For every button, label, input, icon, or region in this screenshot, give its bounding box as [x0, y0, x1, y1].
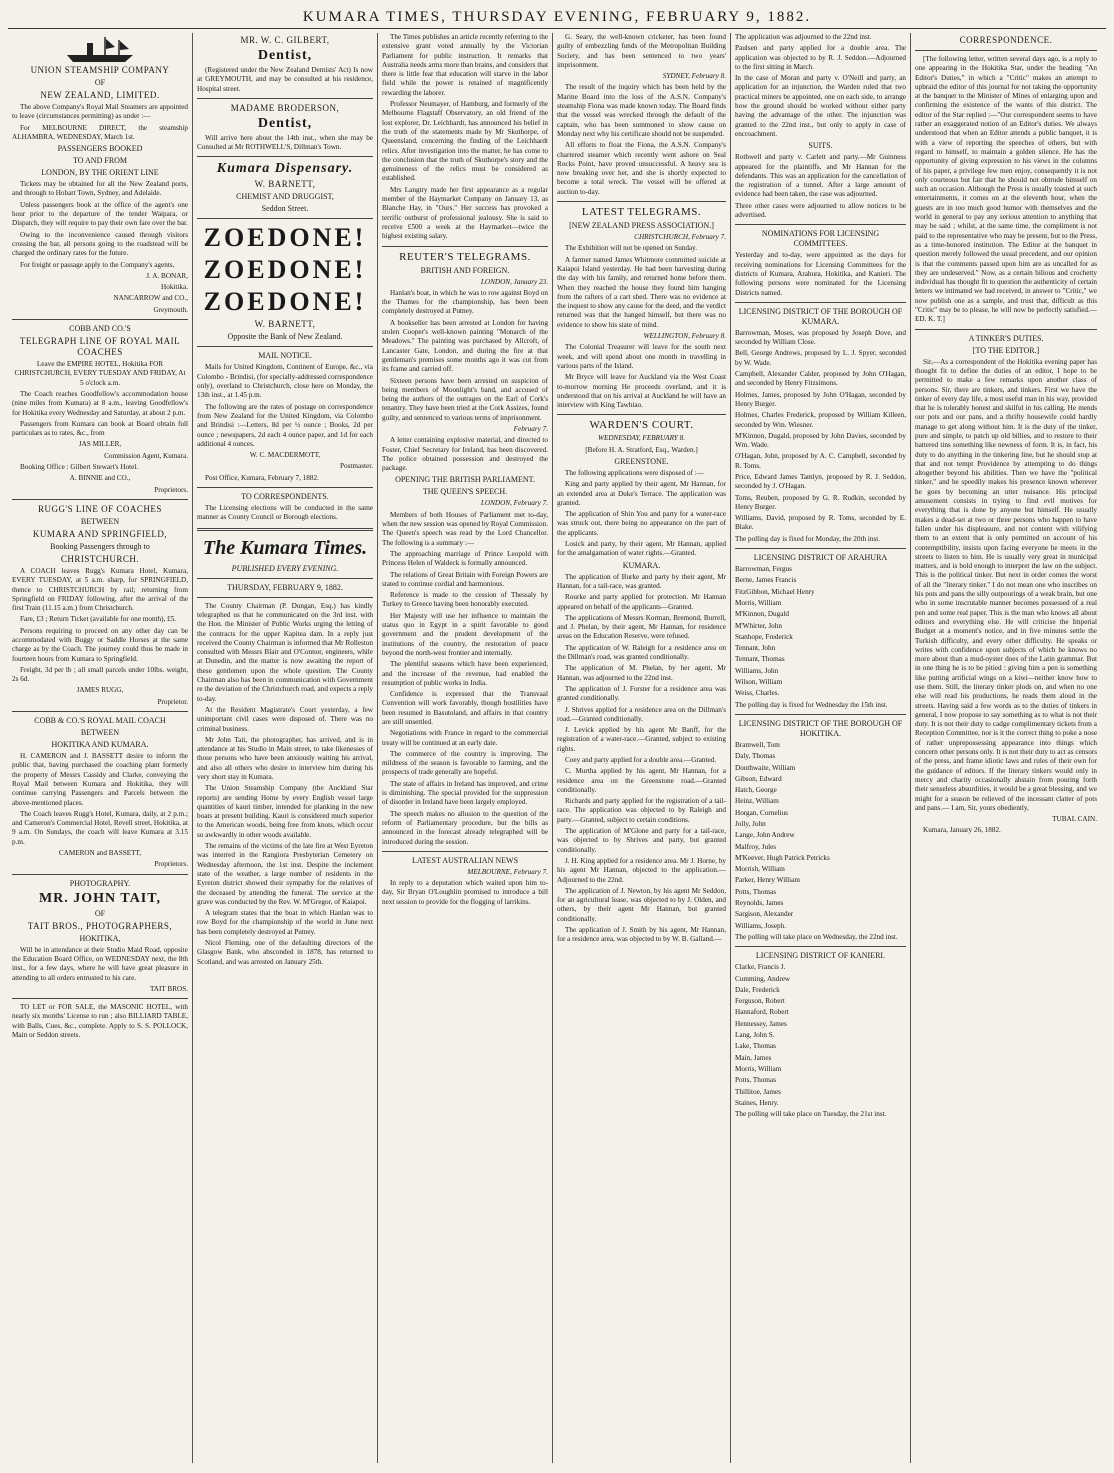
article-p8: Members of both Houses of Parliament met to-day, when the new session was opened by Royal Commission. The Queen's speech was read by the Lord Chancellor. The following is a summary :— [382, 510, 548, 547]
divider [735, 946, 906, 947]
article-p9: King and party applied by their agent, Mr Hannan, for an extended area at Duke's Terrace. The application was granted. [557, 480, 726, 507]
arahura-nominee-list [735, 565, 906, 699]
mail-sign: W. C. MACDERMOTT, [249, 451, 321, 460]
let-p1: TO LET or FOR SALE, the MASONIC HOTEL, with nearly six months' License to run ; also BILLIARD TABLE, with Balls, Cues, &c., complete. Apply to S. S. POLLOCK, Main or Seddon streets. [12, 1003, 188, 1039]
photo-p1: Will be in attendance at their Studio Maid Road, opposite the Education Board Office, on WEDNESDAY next, the 8th inst., for a few days, where he will have great pleasure in attending to all orders entrusted to his care. [12, 945, 188, 982]
dateline-3: LONDON, February 7. [480, 499, 548, 508]
australian-news-head: LATEST AUSTRALIAN NEWS [411, 855, 519, 865]
nominee-item: Stanhope, Frederick [735, 632, 793, 641]
tinker-letter: Sir,—As a correspondent of the Hokitika evening paper has thought fit to define the duties of an editor, I hope to be permitted to make a few remarks upon another class of persons. Sir, there are tinkers, and tinkers. First we have the tinker of every day life, a most useful man in his way, provided that he is tolerably honest and skilful in his calling. He mends our pots and our pans, and a thrifty housewife could hardly manage to get along without him. It is the duty of the tinker, pure and simple, to patch up old billies, and to restore to their battered tins something like newness of form. It is, in fact, his duty to do anything in the tinkering line, but he should stop at that and not tempt Providence by attempting to do things altogether beyond his abilities. Then we have the "political tinker," and he speedily makes his presence known wherever he goes by becoming an utter nuisance. His principal amusement consists in trying to find evil motives for everything that is done by anyone but himself. He usually makes a dead-set at two or three persons who happen to have fallen under his displeasure, and not content with vilifying them to an extent that is only permitted on account of his contemptibility, insists upon facing everyone he meets in the streets to listen to him. He is usually very great in municipal matters, and is bold enough to interpret the law on the subject. This is the political tinker. But next in order comes the worst of all the "literary tinker." I do not mean one who inscribes on his pots and pans the silly outpourings of a weak brain, but one who in some inscrutable manner becomes possessed of a real pen and some real paper. This is the man who knows all about editors and everything else. He will criticise the Imperial Budget at a moment's notice, and in five minutes settle the Turkish difficulty, and every other difficulty. He speaks or writes with confidence upon subjects of which he knows no more about than a mud-oyster does of the Latin grammar. But in one thing he is to be pitied : giving him a pen is something like putting artificial wings on a kiwi—neither know how to use them. Still, the literary tinker plods on, and when no one else will read his productions, he reads them aloud in the streets. Having said a few words as to the duties of tinkers in general, I now propose to say something as to what is not their duty. It is not their duty to cadge complimentary tickets from a Reception Committee, nor is it the correct thing to poke a nose of rather unprepossessing appearance into things which concern other persons only. It is not their duty to act as censors of the press, and frame idiotic laws and rules of their own for the guidance of editors. If the literary tinkers would only in mercy and charity occasionally abstain from pouring forth their senseless absurdities, it would be a great blessing, and we might for a season be relieved of the incessant clatter of pots and pans.— I am, Sir, yours obediently, [915, 357, 1097, 812]
rugg-role: Proprietor. [157, 697, 188, 706]
passengers-head-2: TO AND FROM [72, 156, 128, 166]
zoedone-2: ZOEDONE! [203, 255, 367, 285]
article-p11: Reference is made to the cession of Thessaly by Turkey to Greece having been honorably executed. [382, 591, 548, 609]
article-p7: Mr Bryce will leave for Auckland via the West Coast to-morrow morning He proceeds overland, and it is understood that on his arrival at Auckland he will have an interview with King Tawhiao. [557, 373, 726, 410]
nominee-item: Toms, Reuben, proposed by G. R. Rudkin, seconded by Henry Burger. [735, 493, 906, 511]
steamship-icon [65, 35, 135, 63]
nominee-item: Holmes, Charles Frederick, proposed by William Killeen, seconded by Wm. Wiesner. [735, 411, 906, 429]
dateline-2: CHRISTCHURCH, February 7. [634, 233, 726, 242]
zoedone-1: ZOEDONE! [203, 223, 367, 253]
union-agent-2b: Greymouth. [153, 305, 188, 314]
masthead: KUMARA TIMES, THURSDAY EVENING, FEBRUARY 9, 1882. [8, 6, 1106, 29]
editorial-p3: Mr John Tait, the photographer, has arrived, and is in attendance at his Studio in Main street, to take likenesses of those persons who have been anxiously waiting his arrival, and also all others who desire to interview him during his very short stay in Kumara. [197, 735, 373, 781]
passengers-head: PASSENGERS BOOKED [57, 144, 143, 154]
article-p16: The application of M. Phelan, by her agent, Mr Hannan, was adjourned to the 22nd inst. [557, 664, 726, 682]
rugg-sub: KUMARA AND SPRINGFIELD, [32, 528, 168, 539]
nominee-item: Berne, James Francis [735, 576, 797, 585]
hokitika-polling: The polling will take place on Wednesday, the 22nd inst. [735, 932, 898, 941]
union-title: UNION STEAMSHIP COMPANY [30, 65, 170, 75]
nominee-item: Daly, Thomas [735, 752, 776, 761]
tinker-to-editor: [TO THE EDITOR.] [972, 345, 1040, 355]
nominee-item: M'Whirter, John [735, 621, 782, 630]
article-p4: Rothwell and party v. Carlett and party.—Mr Guinness appeared for the plaintiffs, and Mr Hannan for the defendants. This was an application for the cancellation of the registration of a tunnel. After a large amount of evidence had been taken, the case was adjourned. [735, 153, 906, 199]
correspondence-intro: [The following letter, written several days ago, is a reply to one appearing in the Hokitika Star, under the heading "An Editor's Duties," in which a "Critic" makes an attempt to upbraid the editor of this journal for not taking the opportunity at the banquet to the Minister of Mines of enlarging upon and confirming the existence of the wants of this district. The editor of the Star replied :—"Our correspondent seems to have rather an exaggerated notion of an Editor's duties. We always understood that when an Editor attends a public banquet, it is with a view of reporting the speeches of others, but with regard to himself, to maintain a golden silence. He has the opportunity of giving expression to his views in the columns of his paper, a privilege few men enjoy, consequently it is not only courteous but fair that he should not obtrude himself on such an occasion. Although the Press is usually toasted at such entertainments, it comes on at the eleventh hour, when the guests are in too much good humor with themselves and the world in general to pay any serious attention to anything that may be said ; whilst, at the same time, the compliment is not paid to the representative who may be present, but to the Press, as a time-honored institution. The Editor at the banquet in question merely followed the usual precedent, and our opinion is that the comments passed upon him are as uncalled for as they are undeserved." Now, as a certain bilious and crochetty individual has thought fit to question the authenticity of certain letters we intimated we had received, in answer to "Critic," we now publish one as a sample, and trust that, difficult as this "Critic" may be to please, he will now be perfectly satisfied.—ED. K. T.] [915, 55, 1097, 324]
cobb2-title: COBB & CO.'S ROYAL MAIL COACH [34, 716, 166, 726]
article-p3: Mrs Langtry made her first appearance as a regular member of the Haymarket Company on January 13, as Blanche Hay, in "Ours." Her success has provoked a terrific outburst of professional jealousy. She is said to receive £500 a week at the Haymarket—twice the highest existing salary. [382, 185, 548, 241]
article-p16: The commerce of the country is improving. The mildness of the season is favorable to farming, and the prospects of trade generally are hopeful. [382, 749, 548, 777]
cobb-p3: Passengers from Kumara can book at Board obtain full particulars as to rates, &c., from [12, 419, 188, 438]
divider [197, 218, 373, 219]
article-p14: The applications of Messrs Korman, Bremond, Burrell, and J. Phelan, by their agent, Mr Hannan, for residence areas on the Education Reserve, were refused. [557, 613, 726, 641]
divider [197, 578, 373, 579]
rugg-sub-2: Booking Passengers through to [50, 541, 150, 551]
divider [735, 224, 906, 225]
nominee-item: Clarke, Francis J. [735, 963, 786, 972]
article-p4: Hanlan's boat, in which he was to row against Boyd on the Thames for the championship, has been been completely destroyed at Putney. [382, 288, 548, 316]
nominee-item: Bell, George Andrews, proposed by L. J. Spyer, seconded by W. Wade. [735, 349, 906, 367]
nominee-item: Bramwell, Tom [735, 740, 780, 749]
hokitika-licensing-head: LICENSING DISTRICT OF THE BOROUGH OF HOKITIKA. [738, 718, 903, 738]
rugg-p3: Persons requiring to proceed on any other day can be accommodated with Buggy or Saddle Horses at the same charge as by the Coach. The journey could thus be made in fourteen hours from Kumara to Springfield. [12, 626, 188, 663]
article-p6: Sixteen persons have been arrested on suspicion of being members of Moonlight's band, and accused of being the authors of the outrages on the Earl of Cork's tenantry. They have been tried at the Cork Assizes, found guilty, and sentenced to various terms of imprisonment. [382, 376, 548, 422]
nominee-item: Horgan, Cornelius [735, 808, 788, 817]
broderson-name: MADAME BRODERSON, [230, 102, 340, 113]
nominee-item: Tennant, John [735, 644, 776, 653]
article-p5: A bookseller has been arrested at London for having stolen Cooper's well-known painting "Monarch of the Meadows." The painting was purchased by Allcroft, of Lancaster Gate, London, and during the fire at that gentleman's premises some months ago it was cut from its frame and carried off. [382, 318, 548, 374]
nominee-item: Lang, John S. [735, 1031, 775, 1040]
correspondence-head: CORRESPONDENCE. [959, 35, 1053, 45]
dispensary-title: Kumara Dispensary. [216, 161, 354, 177]
nominee-item: Sargison, Alexander [735, 910, 794, 919]
tinker-dateline: Kumara, January 26, 1882. [923, 826, 1001, 835]
column-1 [8, 33, 193, 1463]
zoedone-3: ZOEDONE! [203, 287, 367, 317]
article-p20: Coey and party applied for a double area.—Granted. [565, 756, 717, 764]
union-p1: The above Company's Royal Mail Steamers are appointed to leave (circumstances permitting) as under :— [12, 103, 188, 121]
article-p18: J. Shrives applied for a residence area on the Dillman's road.—Granted conditionally. [557, 705, 726, 723]
divider [197, 487, 373, 488]
nominee-item: Barrowman, Moses, was proposed by Joseph Dove, and seconded by William Close. [735, 328, 906, 347]
kanieri-licensing-head: LICENSING DISTRICT OF KANIERI. [755, 951, 886, 961]
divider [12, 319, 188, 320]
column-4 [553, 33, 731, 1463]
column-2 [193, 33, 378, 1463]
article-p4: The Exhibition will not be opened on Sunday. [565, 244, 698, 253]
article-p22: Richards and party applied for the registration of a tail-race. The application was objected to by Raleigh and party.—Granted, subject to certain conditions. [557, 797, 726, 824]
correspondents-p1: The Licensing elections will be conducted in the same manner as County Council or Borough elections. [197, 504, 373, 522]
article-p2: The result of the inquiry which has been held by the Marine Board into the loss of the A.S.N. Company's steamship Fiona was made known today. The Board finds that the vessel was wrecked through the default of the captain, who has been summoned to show cause on Monday next why his certificate should not be suspended. [557, 83, 726, 138]
published-line: PUBLISHED EVERY EVENING. [231, 563, 339, 573]
correspondents-head: TO CORRESPONDENTS. [241, 492, 329, 502]
article-p7: A letter containing explosive material, and directed to Foster, Chief Secretary for Ireland, has been discovered. The police obtained possession and destroyed the package. [382, 436, 548, 473]
nominee-item: Lange, John Andrew [735, 831, 795, 840]
cobb-sub: TELEGRAPH LINE OF ROYAL MAIL COACHES [19, 336, 181, 358]
cobb-agent-2: Commission Agent, Kumara. [104, 451, 188, 460]
article-p21: C. Murtha applied by his agent, Mr Hannan, for a residence area on the Greenstone road.—Granted conditionally. [557, 767, 726, 794]
nominations-head: NOMINATIONS FOR LICENSING COMMITTEES. [761, 229, 880, 249]
arahura-licensing-head: LICENSING DISTRICT OF ARAHURA [753, 553, 888, 563]
editorial-p4: The Union Steamship Company (the Auckland Star reports) are sending Home by every English vessel large quantities of kauri timber, intended for planking in the new boats at present building. Kauri is considered much superior to the American woods, being free from knots, which occur so awkwardly in other woods available. [197, 784, 373, 839]
gilbert-name: MR. W. C. GILBERT, [240, 35, 330, 45]
article-p1: The application was adjourned to the 22nd inst. [735, 33, 872, 41]
article-p15: Negotiations with France in regard to the commercial treaty will be continued at an early date. [382, 729, 548, 747]
photo-head: PHOTOGRAPHY. [69, 878, 131, 888]
nominee-item: Williams, John [735, 666, 779, 675]
article-p14: Confidence is expressed that the Transvaal Convention will work favorably, though hostilities have been resumed in Basutoland, and affairs in that country are still unsettled. [382, 690, 548, 726]
article-p13: The plentiful seasons which have been experienced, and the increase of the revenue, had enabled the resumption of public works in India. [382, 660, 548, 687]
editorial-p1: The County Chairman (P. Dungan, Esq.) has kindly telegraphed us that he communicated on the 3rd inst. with the Hon. the Minister of Public Works urging the letting of the contracts for the upper Kapitea dam. In a reply just received the County Chairman is informed that Mr Rolleston consulted with Messrs Blair and O'Connor, engineers, while at Dunedin, and the matter is now awaiting the report of these gentlemen upon the whole question. The County Chairman also has been in communication with Government re the deviation of the Christchurch road, and expects a reply to-day. [197, 601, 373, 703]
photo-of: OF [94, 908, 106, 918]
divider [197, 597, 373, 598]
nominee-item: Campbell, Alexander Calder, proposed by John O'Hagan, and seconded by Henry Fitzsimons. [735, 370, 906, 388]
article-p1: The Times publishes an article recently referring to the extensive grant voted annually by the Victorian Parliament for public instruction. It remarks that Australia needs arms more than brains, and considers that there is little fear that education will starve in the labor field while the power is retained of magnificently rewarding the laborer. [382, 33, 548, 97]
divider [197, 528, 373, 531]
cobb-p2: The Coach reaches Goodfellow's accommodation house (nine miles from Kumara) at 8 a.m., leaving Goodfellow's for Hokitika every Wednesday and Saturday, at about 2 p.m. [12, 389, 188, 417]
nominee-item: Morris, William [735, 1064, 782, 1073]
mail-p1: Mails for United Kingdom, Continent of Europe, &c., via Colombo - Brindisi, (for specially-addressed correspondence only), overland to Christchurch, close here on Monday, the 13th inst., at 1.45 p.m. [197, 363, 373, 400]
nominee-item: Gibson, Edward [735, 774, 782, 783]
cobb2-between: BETWEEN [80, 728, 120, 738]
union-agent-1b: Hokitika. [161, 283, 188, 292]
article-p11: Losick and party, by their agent, Mr Hannan, applied for the amalgamation of water rights.—Granted. [557, 540, 726, 558]
divider [915, 329, 1097, 330]
article-p12: Her Majesty will use her influence to maintain the status quo in Egypt in a spirit favorable to good government and the prudent development of the institutions of the country, the restoration of peace beyond the north-west frontier and internally. [382, 611, 548, 657]
rugg-name: JAMES RUGG, [76, 686, 124, 695]
nominee-item: Dale, Frederick [735, 985, 780, 994]
divider [382, 851, 548, 852]
cobb-p4: Booking Office : Gilbert Stewart's Hotel. [20, 463, 139, 472]
editorial-p5: The remains of the victims of the late fire at West Eyreton was interred in the Rangiora Presbyterian Cemetery on Wednesday afternoon, the 1st inst. Despite the inclement state of the weather, a large number of residents in the Eyreton district showed their sympathy for the relatives of the deceased by attending the funeral. The service at the grave was conducted by the Rev. W. M'Gregor, of Kaiapoi. [197, 842, 373, 906]
article-p17: The state of affairs in Ireland has improved, and crime is diminishing. The special provided for the suppression of disorder in Ireland have been largely employed. [382, 779, 548, 807]
suits-head: SUITS. [808, 141, 833, 151]
photo-sign: TAIT BROS. [149, 984, 188, 993]
article-p5: Three other cases were adjourned to allow notices to be advertised. [735, 201, 906, 220]
article-p26: The application of J. Smith by his agent, Mr Hannan, for a residence area, was objected to by W. B. Galland.— [557, 926, 726, 944]
rugg-between: BETWEEN [80, 516, 120, 526]
article-p2: Paulsen and party applied for a double area. The application was objected to by R. J. Seddon.—Adjourned to the first sitting in March. [735, 44, 906, 71]
nominee-item: Morris, William [735, 598, 782, 607]
nominee-item: Jolly, John [735, 820, 766, 828]
nominee-item: Reynolds, James [735, 899, 784, 908]
cobb-title: COBB AND CO.'S [69, 324, 131, 334]
nominee-item: FitzGibbon, Michael Henry [735, 587, 815, 596]
article-p10: The application of Shin You and party for a water-race was struck out, there being no appearance on the part of the applicants. [557, 510, 726, 537]
nominee-item: Cumming, Andrew [735, 974, 791, 983]
article-p18: The speech makes no allusion to the question of the reform of Parliamentary procedure, but the bills as announced in the forecast already telegraphed will be introduced during the session. [382, 809, 548, 846]
dateline-1: SYDNEY, February 8. [662, 72, 726, 81]
union-of: OF [94, 78, 106, 87]
press-association-line: [NEW ZEALAND PRESS ASSOCIATION.] [569, 221, 714, 231]
editorial-dateline: THURSDAY, FEBRUARY 9, 1882. [227, 582, 343, 592]
article-p6: The Colonial Treasurer will leave for the south next week, and will spend about one month in travelling in various parts of the Island. [557, 343, 726, 370]
article-p3: All efforts to float the Fiona, the A.S.N. Company's chartered steamer which recently went ashore on Seal Rocks Point, have proved unsuccessful. A heavy sea is now breaking over her, and she is shortly expected to become a total wreck. The vessel will be offered at auction to-day. [557, 141, 726, 196]
divider [735, 302, 906, 303]
column-5 [731, 33, 911, 1463]
nominee-item: Hennessey, James [735, 1019, 787, 1028]
dispensary-street: Seddon Street. [261, 204, 309, 214]
nominee-item: M'Kinnon, Dugald, proposed by John Davies, seconded by Wm. Wade. [735, 431, 906, 450]
cobb2-p1: H. CAMERON and J. BASSETT desire to inform the public that, having purchased the coaching plant formerly the property of Messrs Cassidy and Clarke, conveying the Royal Mail between Kumara and Hokitika, they will continue carrying Passengers and Parcels between the above-mentioned places. [12, 752, 188, 807]
article-p6: Yesterday and to-day, were appointed as the days for receiving nominations for Licensing Committees for the districts of Kumara, Arahura, Hokitika, and Kanieri. The following persons were nominated for the Licensing Districts named. [735, 251, 906, 297]
arahura-polling: The polling day is fixed for Wednesday the 15th inst. [735, 700, 888, 709]
rugg-p4: Freight, 3d per lb ; all small parcels under 10lbs. weight, 2s 6d. [12, 665, 188, 684]
photo-place: HOKITIKA, [79, 933, 121, 943]
divider [382, 246, 548, 247]
article-p19: In reply to a deputation which waited upon him to-day, Sir Bryan O'Loughlin promised to introduce a bill next session to provide for the flogging of larrikins. [382, 879, 548, 906]
divider [915, 50, 1097, 51]
union-p6: For freight or passage apply to the Company's agents, [20, 260, 175, 269]
columns [8, 33, 1106, 1463]
mail-head: MAIL NOTICE. [258, 351, 312, 361]
mail-p2: The following are the rates of postage on correspondence from New Zealand for the United Kingdom, via Colombo and Brindisi :—Letters, 8d per ½ ounce ; Books, 2d per ounce ; newspapers, 2d each 4 ounce paper, and 1d for each additional 4 ounces. [197, 402, 373, 448]
nominee-item: M'Keever, Hugh Patrick Petricks [735, 853, 830, 862]
cobb2-p2: The Coach leaves Rugg's Hotel, Kumara, daily, at 2 p.m.; and Cameron's Commercial Hotel, Revell street, Hokitika, at 9 a.m. On Sundays, the coach will leave Kumara at 3.15 p.m. [12, 809, 188, 846]
wardens-court-head: WARDEN'S COURT. [589, 419, 694, 432]
greenstone-head: GREENSTONE. [614, 456, 669, 466]
column-6 [911, 33, 1101, 1463]
cobb-agent-3: A. BINNIE and CO., [69, 474, 131, 483]
gilbert-title: Dentist, [257, 48, 313, 63]
tinker-sign: TUBAL CAIN. [1052, 815, 1097, 824]
nominee-item: Williams, David, proposed by R. Toms, seconded by E. Blake. [735, 514, 906, 532]
article-p15: The application of W. Raleigh for a residence area on the Dillman's road, was granted conditionally. [557, 643, 726, 662]
kumara-head: KUMARA. [622, 560, 661, 570]
article-p13: Rourke and party applied for protection. Mr Hannan appeared on behalf of the applicants—Granted. [557, 593, 726, 611]
union-sub: NEW ZEALAND, LIMITED. [40, 90, 160, 100]
union-p2: For MELBOURNE DIRECT, the steamship ALHAMBRA, WEDNESDAY, March 1st. [12, 123, 188, 141]
editorial-p6: A telegram states that the boat in which Hanlan was to row Boyd for the championship of the world in June next has been completely destroyed at Putney. [197, 909, 373, 936]
rugg-sub-3: CHRISTCHURCH. [60, 553, 140, 564]
article-p19: J. Levick applied by his agent Mr Banff, for the registration of a water-race.—Granted, subject to existing rights. [557, 726, 726, 753]
article-p10: The relations of Great Britain with Foreign Powers are stated to continue cordial and harmonious. [382, 570, 548, 588]
cobb-agent-3b: Proprietors. [154, 485, 188, 494]
union-p4: Unless passengers book at the office of the agent's one hour prior to the departure of the tender Waipara, or Dispatch, they will require to pay their own fare over the bar. [12, 200, 188, 228]
photo-name: MR. JOHN TAIT, [38, 890, 162, 906]
union-p3: Tickets may be obtained for all the New Zealand ports, and through to Hobart Town, Sydney, and Adelaide. [12, 180, 188, 198]
nominee-item: O'Hagan, John, proposed by A. C. Campbell, seconded by R. Toms. [735, 452, 906, 470]
divider [12, 874, 188, 875]
mail-sign-2: Postmaster. [340, 462, 373, 471]
dateline-3: WELLINGTON, February 8. [643, 332, 726, 341]
nominee-item: M'Kinnon, Dugald [735, 610, 790, 619]
tinker-head: A TINKER'S DUTIES. [968, 333, 1044, 343]
kumara-nominee-list [735, 329, 906, 533]
cobb2-role: Proprietors. [154, 860, 188, 869]
broderson-title: Dentist, [257, 115, 313, 131]
nominee-item: Holmes, James, proposed by John O'Hagan, seconded by Henry Burger. [735, 390, 906, 408]
nominee-item: Lake, Thomas [735, 1042, 776, 1051]
nominee-item: Weiss, Charles. [735, 689, 780, 698]
cobb-p1: Leave the EMPIRE HOTEL, Hokitika FOR CHRISTCHURCH, EVERY TUESDAY AND FRIDAY, At 5 o'clock a.m. [14, 360, 186, 387]
column-3 [378, 33, 553, 1463]
nominee-item: Main, James [735, 1053, 772, 1062]
paper-flag: The Kumara Times. [202, 536, 368, 559]
divider [12, 711, 188, 712]
photo-firm: TAIT BROS., PHOTOGRAPHERS, [27, 920, 173, 931]
editorial-p2: At the Resident Magistrate's Court yesterday, a few unimportant civil cases were disposed of. There was no criminal business. [197, 705, 373, 733]
article-p8: The following applications were disposed of :— [565, 468, 704, 477]
nominee-item: Parker, Henry William [735, 876, 800, 885]
nominee-item: Tennant, Thomas [735, 655, 785, 664]
british-foreign-head: BRITISH AND FOREIGN. [420, 265, 510, 275]
dateline-2: February 7. [513, 424, 548, 433]
reuters-head: REUTER'S TELEGRAMS. [399, 250, 531, 263]
nominee-item: Staines, Henry. [735, 1098, 779, 1107]
divider [197, 346, 373, 347]
rugg-p1: A COACH leaves Rugg's Kumara Hotel, Kumara, EVERY TUESDAY, at 5 a.m. sharp, for SPRINGFIELD, thence to CHRISTCHURCH by rail; returning from Springfield on FRIDAY following, after the arrival of the first Train (11.15 a.m.) from Christchurch. [12, 566, 188, 613]
gilbert-p1: (Registered under the New Zealand Dentists' Act) Is now at GREYMOUTH, and may be consulted at his residence, Hospital street. [197, 66, 373, 93]
union-agent-1: J. A. BONAR, [146, 271, 188, 280]
rugg-p2: Fare, £3 ; Return Ticket (available for one month), £5. [20, 615, 177, 624]
kanieri-polling: The polling will take place on Tuesday, the 21st inst. [735, 1110, 887, 1119]
article-p17: The application of J. Forster for a residence area was granted conditionally. [557, 684, 726, 703]
queens-speech-head: THE QUEEN'S SPEECH. [422, 487, 508, 497]
cobb2-name: CAMERON and BASSETT, [58, 849, 142, 858]
divider [197, 98, 373, 99]
dispensary-name: W. BARNETT, [254, 179, 316, 190]
article-p3: In the case of Moran and party v. O'Neill and party, an application for an injunction, the Warden ruled that two practical miners be appointed, one on each side, to arrange how the ground should be worked without either party having the advantage of the other. The injunction was granted to the 22nd inst., but only to apply in case of encroachment. [735, 74, 906, 138]
dateline-4: WEDNESDAY, FEBRUARY 8. [597, 434, 686, 443]
article-p9: The approaching marriage of Prince Leopold with Princess Helen of Waldeck is formally announced. [382, 549, 548, 568]
nominee-item: Morrish, William [735, 865, 785, 874]
dateline-4: MELBOURNE, February 7. [467, 867, 548, 876]
article-p1: G. Seary, the well-known cricketer, has been found guilty of embezzling funds of the Metropolitan Building Society, and has been sentenced to two years' imprisonment. [557, 33, 726, 69]
divider [12, 499, 188, 500]
zoedone-addr: Opposite the Bank of New Zealand. [227, 332, 343, 342]
nominee-item: Hannaford, Robert [735, 1008, 789, 1017]
divider [12, 998, 188, 999]
passengers-head-3: LONDON, BY THE ORIENT LINE [41, 168, 159, 178]
latest-telegrams-head: LATEST TELEGRAMS. [581, 206, 702, 219]
article-p5: A farmer named James Whitmore committed suicide at Kaiapoi Island yesterday. He had been harvesting during the day with his family, and returned home before them. When they reached the house they found him hanging from the rafters of a cart shed. There was no evidence at the inquest to show any cause for the deed, and the verdict returned was that the hanged himself, but there was no evidence to show his state of mind. [557, 255, 726, 329]
article-p23: The application of M'Glone and party for a tail-race, was objected to by Shrives and party, but granted conditionally. [557, 827, 726, 854]
dispensary-role: CHEMIST AND DRUGGIST, [236, 192, 334, 202]
kumara-licensing-head: LICENSING DISTRICT OF THE BOROUGH OF KUMARA. [738, 306, 903, 326]
nominee-item: Ferguson, Robert [735, 997, 785, 1006]
divider [557, 414, 726, 415]
nominee-item: Potts, Thomas [735, 887, 777, 896]
article-p25: The application of J. Newton, by his agent Mr Seddon, for an agricultural lease, was objected to by J. Olden, and others, by their agent Mr Hannan, but granted conditionally. [557, 886, 726, 923]
cobb2-sub: HOKITIKA AND KUMARA. [51, 740, 149, 750]
dateline-1: LONDON, January 23. [480, 277, 548, 286]
divider [557, 201, 726, 202]
parliament-head: OPENING THE BRITISH PARLIAMENT. [395, 475, 535, 485]
nominee-item: Williams, Joseph. [735, 921, 787, 930]
nominee-item: Thillitoe, James [735, 1087, 781, 1096]
hokitika-nominee-list [735, 741, 906, 931]
article-p2: Professor Neumayer, of Hamburg, and formerly of the Melbourne Flagstaff Observatory, an old friend of the lost explorer, Dr. Leichhardt, has announced his belief in the truth of the statements made by Mr Skuthorpe, of Queensland, concerning the finding of the Leichhardt relics. After investigation into the matter, he has come to the conclusion that the truth of Skuthorpe's story and the genuineness of the relics must be considered as established. [382, 100, 548, 183]
nominee-item: Barrowman, Fergus [735, 565, 792, 574]
cobb-agent: JAS MILLER, [78, 440, 122, 449]
union-p5: Owing to the inconvenience caused through visitors crossing the bar, all persons going to the roadstead will be charged the ordinary rates for the future. [12, 230, 188, 258]
rugg-title: RUGG'S LINE OF COACHES [38, 503, 162, 514]
kumara-polling: The polling day is fixed for Monday, the 20th inst. [735, 534, 881, 543]
nominee-item: Heinz, William [735, 797, 779, 806]
editorial-p7: Nicol Fleming, one of the defaulting directors of the Glasgow Bank, who absconded in 1878, has returned to Scotland, and was arrested on January 25th. [197, 939, 373, 966]
article-p12: The application of Burke and party by their agent, Mr Hannan, for a tail-race, was granted. [557, 572, 726, 590]
wardens-before: [Before H. A. Stratford, Esq., Warden.] [585, 445, 698, 454]
divider [735, 548, 906, 549]
nominee-item: Potts, Thomas [735, 1076, 777, 1085]
union-agent-2: NANCARROW and CO., [113, 294, 188, 303]
nominee-item: Wilson, William [735, 678, 783, 687]
zoedone-name: W. BARNETT, [254, 319, 316, 330]
broderson-p1: Will arrive here about the 14th inst., when she may be Consulted at Mr ROTHWELL'S, Dillman's Town. [197, 133, 373, 152]
mail-p3: Post Office, Kumara, February 7, 1882. [205, 473, 319, 482]
nominee-item: Hatch, George [735, 786, 777, 795]
nominee-item: Price, Edward James Tamlyn, proposed by R. J. Seddon, seconded by J. O'Hagan. [735, 472, 906, 491]
nominee-item: Douthwaite, William [735, 763, 796, 772]
divider [197, 156, 373, 157]
nominee-item: Malfroy, Jules [735, 842, 777, 851]
divider [735, 714, 906, 715]
kanieri-nominee-list [735, 963, 906, 1108]
article-p24: J. H. King applied for a residence area. Mr J. Horne, by his agent Mr Hannan, objected to the application.—Adjourned to the 22nd. [557, 856, 726, 884]
